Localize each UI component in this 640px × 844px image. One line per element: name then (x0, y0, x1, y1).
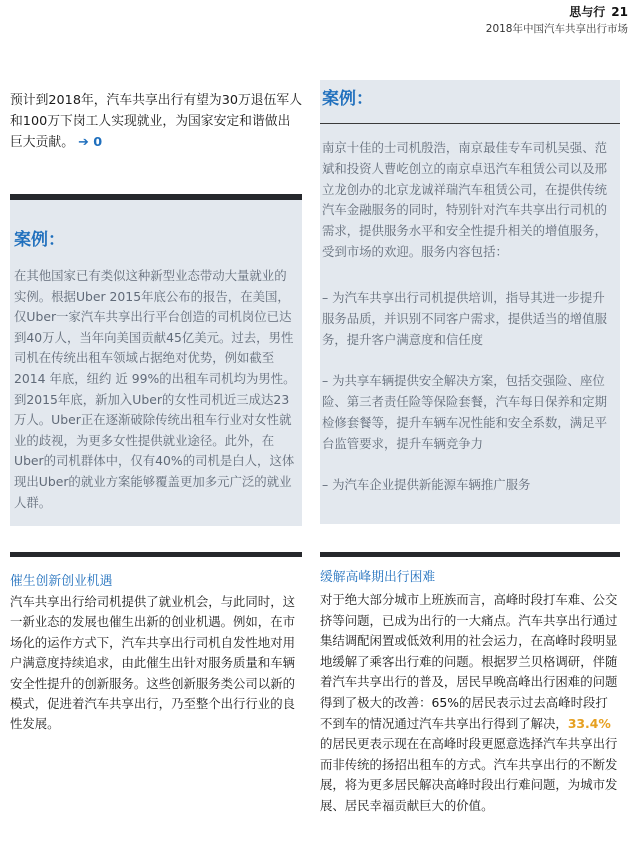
right-section-text-a: 对于绝大部分城市上班族而言，高峰时段打车难、公交挤等问题，已成为出行的一大痛点。汽车共享出行通过集结调配闲置或低效利用的社会运力，在高峰时段明显地缓解了乘客出行难的问题。根据罗兰贝格调研，伴随着汽车共享出行的普及，居民早晚高峰出行困难的问题得到了极大的改善：65%的居民表示过去高峰时段打不到车的情况通过汽车共享出行得到了解决， (320, 592, 618, 731)
intro-text: 预计到2018年，汽车共享出行有望为30万退伍军人和100万下岗工人实现就业，为国家安定和谐做出巨大贡献。 (10, 93, 302, 150)
page-header (569, 3, 628, 20)
service-item-safety: – 为共享车辆提供安全解决方案，包括交强险、座位险、第三者责任险等保险套餐，汽车每日保养和定期检修套餐等，提升车辆车况性能和安全系数，满足平台监管要求，提升车辆竞争力 (322, 372, 607, 451)
service-item-new-energy: – 为汽车企业提供新能源车辆推广服务 (322, 476, 531, 492)
right-section-bar (320, 552, 620, 557)
right-case-text: 南京十佳的士司机殷浩，南京最佳专车司机吴强、范斌和投资人曹屹创立的南京卓迅汽车租赁公司以及邢立龙创办的北京龙诚祥瑞汽车租赁公司，在提供传统汽车金融服务的同时，特别针对汽车共享出行司机的需求，提供服务水平和安全性提升相关的增值服务，受到市场的欢迎。服务内容包括： (322, 140, 607, 259)
right-case-box (320, 80, 620, 524)
left-section-text: 汽车共享出行给司机提供了就业机会，与此同时，这一新业态的发展也催生出新的创业机遇。例如，在市场化的运作方式下，汽车共享出行司机自发性地对用户满意度持续追求，由此催生出针对服务质量和车辆安全性提升的创新服务。这些创新服务类公司以新的模式，促进着汽车共享出行，乃至整个出行行业的良性发展。 (10, 594, 295, 732)
left-case-title: 案例： (14, 230, 65, 250)
left-section-bar (10, 552, 302, 557)
left-section-title: 催生创新创业机遇 (10, 574, 113, 589)
left-intro (10, 90, 302, 153)
right-case-title: 案例： (322, 89, 373, 109)
report-subtitle: 2018年中国汽车共享出行市场 (485, 23, 628, 35)
right-section (320, 568, 620, 817)
left-section (10, 572, 302, 735)
left-case-text: 在其他国家已有类似这种新型业态带动大量就业的实例。根据Uber 2015年底公布的报告，在美国，仅Uber一家汽车共享出行平台创造的司机岗位已达到40万人，当年向美国贡献45亿美元。过去，男性司机在传统出租车领域占据绝对优势，例如截至 2014 年底，纽约 近 99%的出租车司机均为男性。到2015年底，新加入Uber的女性司机近三成达23万人。Uber正在逐渐破除传统出租车行业对女性就业的歧视，为更多女性提供就业途径。此外，在Uber的司机群体中，仅有40%的司机是白人，这体现出Uber的就业方案能够覆盖更加多元广泛的就业人群。 (14, 268, 296, 510)
highlight-stat: 33.4% (567, 715, 611, 731)
service-list (322, 287, 614, 495)
page-number: 21 (611, 5, 628, 19)
right-section-text-b: 的居民更表示现在在高峰时段更愿意选择汽车共享出行而非传统的扬招出租车的方式。汽车共享出行的不断发展，将为更多居民解决高峰时段出行难问题，为城市发展、居民幸福贡献巨大的价值。 (320, 736, 618, 813)
right-section-title: 缓解高峰期出行困难 (320, 570, 436, 585)
right-section-text (320, 590, 620, 817)
reference-link[interactable]: ➔ 0 (78, 135, 103, 150)
service-item-training: – 为汽车共享出行司机提供培训，指导其进一步提升服务品质，并识别不同客户需求，提供适当的增值服务，提升客户满意度和信任度 (322, 289, 607, 347)
left-case-box (10, 200, 302, 526)
brand-name: 思与行 (569, 5, 606, 19)
right-case-rule (320, 123, 620, 124)
